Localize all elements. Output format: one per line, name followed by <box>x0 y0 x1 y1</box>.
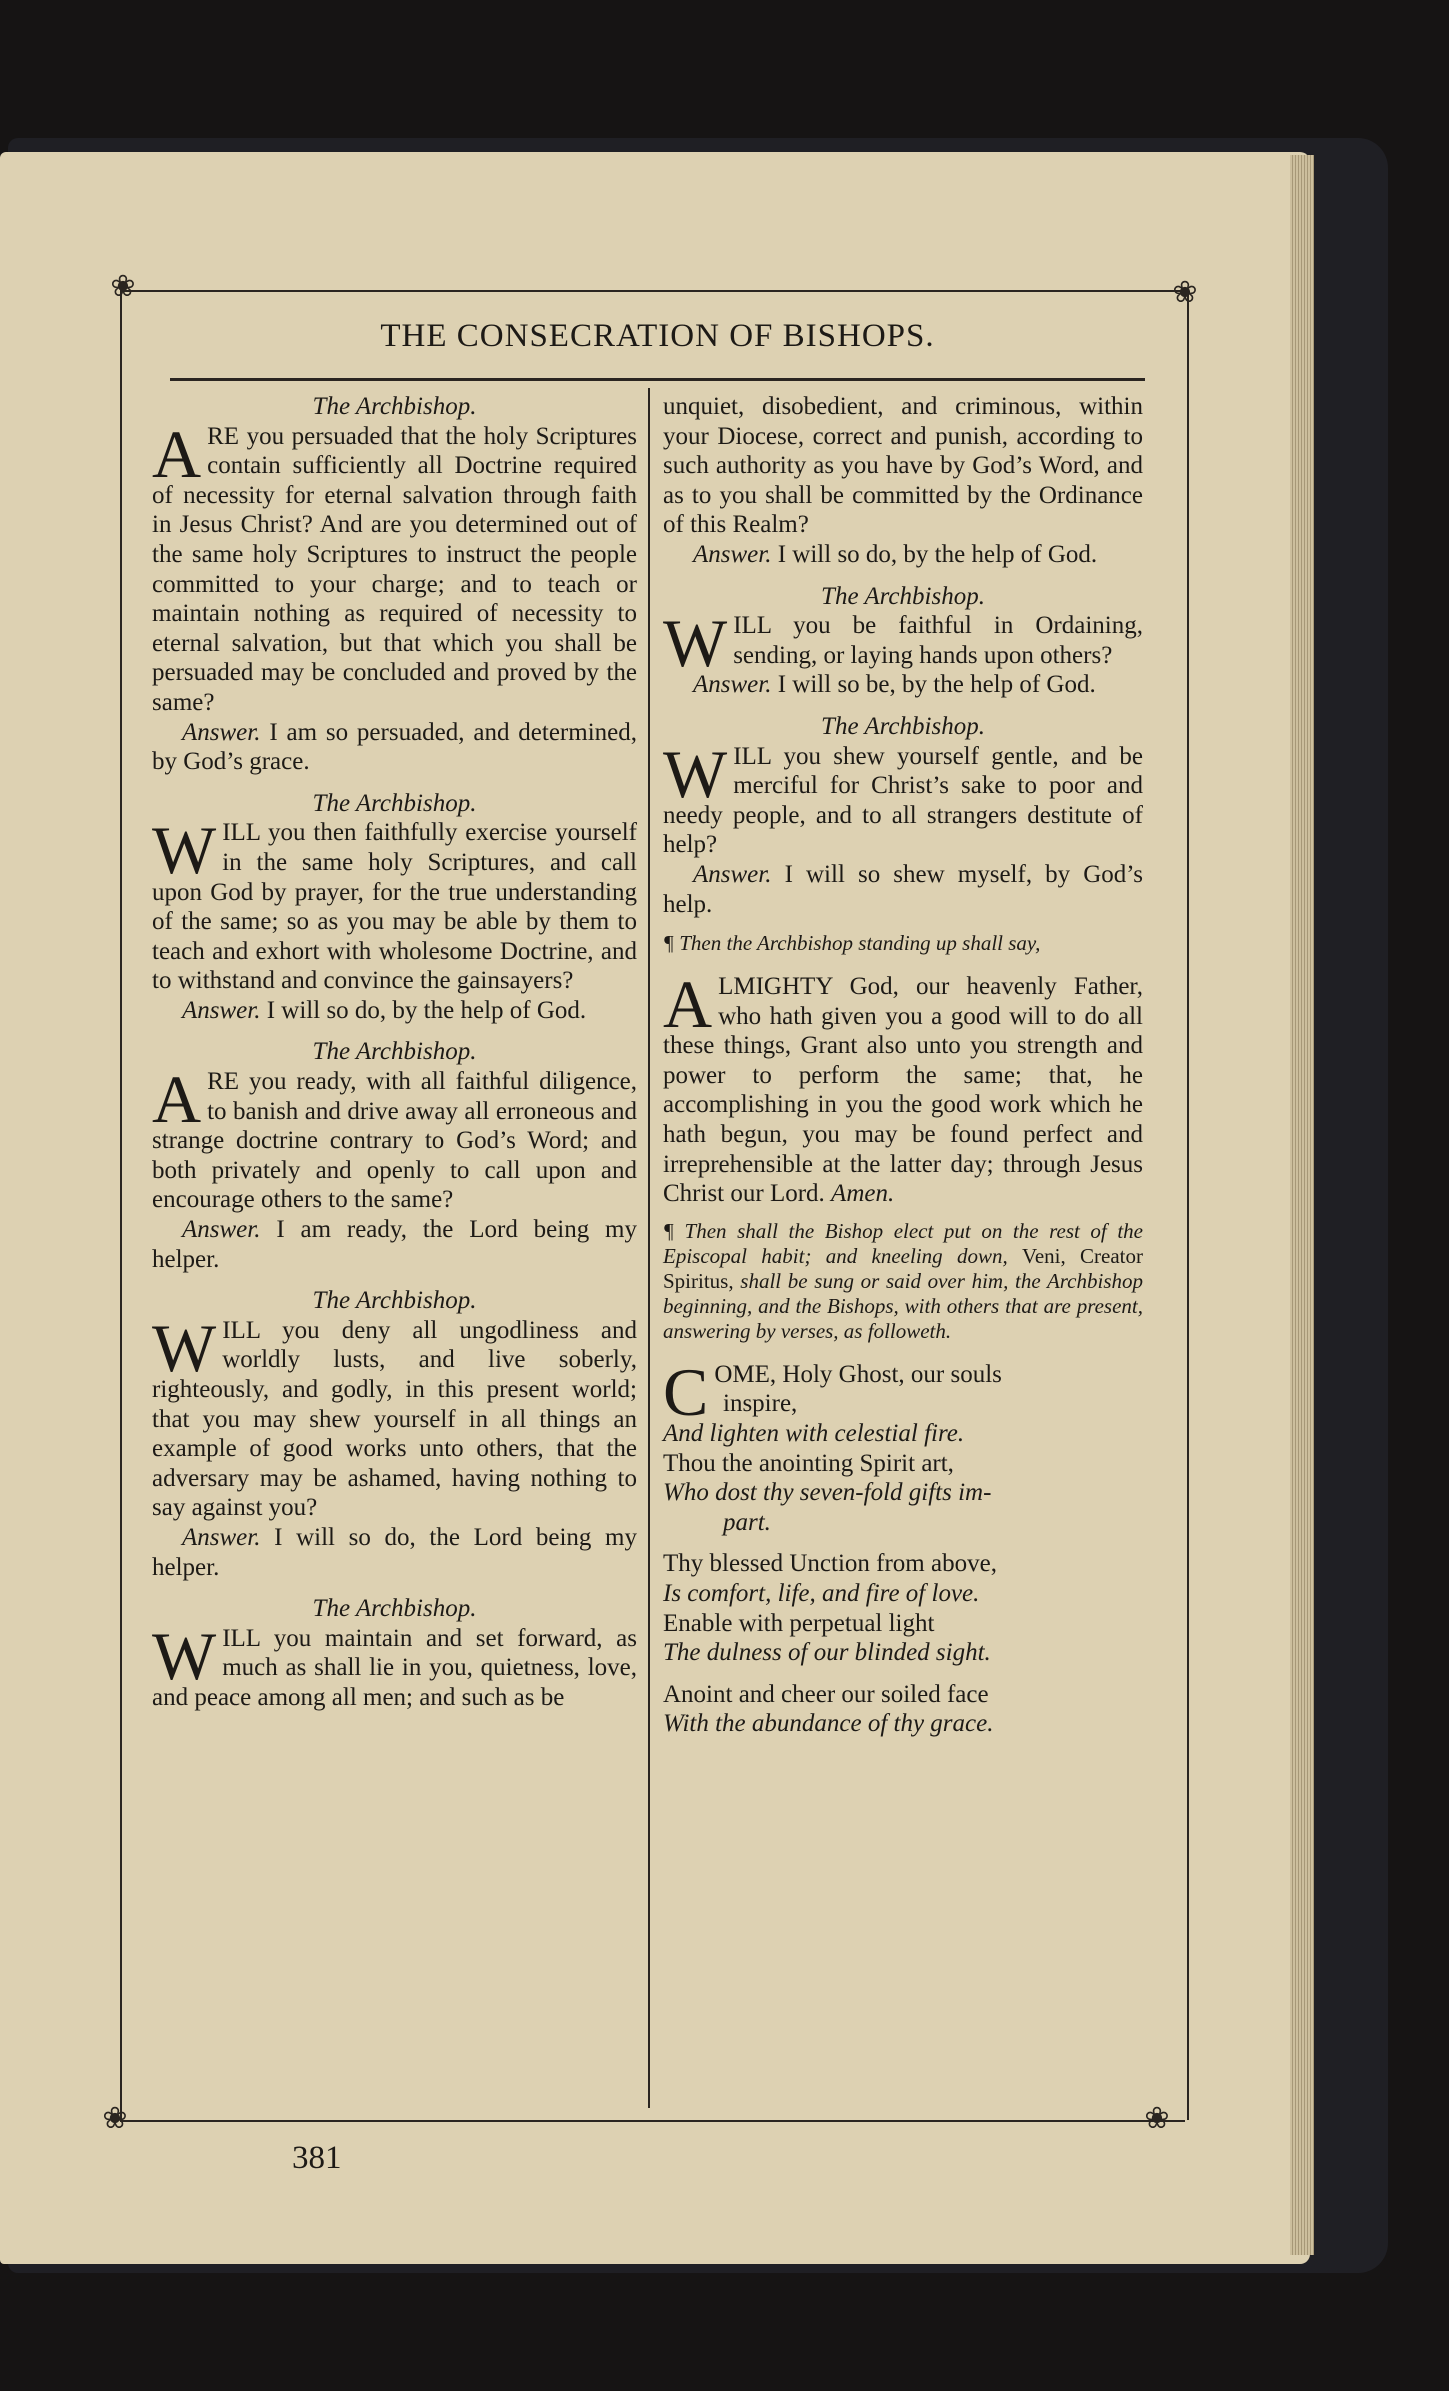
answer-paragraph <box>152 996 637 1026</box>
hymn-stanza <box>663 1680 1143 1739</box>
column-divider <box>648 388 650 2108</box>
hymn-line: Is comfort, life, and fire of love. <box>663 1580 980 1607</box>
drop-cap: A <box>663 966 713 1043</box>
answer-paragraph <box>152 718 637 777</box>
prayer-text: LMIGHTY God, our heavenly Father, who hath given you a good will to do all these things, Grant also unto you strength and power to perform the same; that, he accomplishing in you the good work which he hath begun, you may be found perfect and irreprehensible at the latter day; through Jesus Christ our Lord. <box>663 973 1143 1208</box>
corner-ornament-icon: ❀ <box>1172 276 1198 309</box>
question-paragraph <box>663 605 1143 682</box>
rubric <box>663 1219 1143 1344</box>
corner-ornament-icon: ❀ <box>1144 2102 1170 2135</box>
answer-text: I will so do, by the help of God. <box>260 996 587 1024</box>
question-text: ILL you maintain and set forward, as much as shall lie in you, quietness, love, and peace among all men; and such as be <box>152 1624 637 1711</box>
answer-label: Answer. <box>693 860 772 888</box>
answer-text: I will so shew myself, by God’s help. <box>663 860 1143 918</box>
amen: Amen. <box>831 1180 895 1208</box>
question-text: ILL you then faithfully exercise yourself in the same holy Scriptures, and call upon God by prayer, for the true understanding of the same; so as you may be able by them to teach and exhort with wholesome Doctrine, and to withstand and convince the gainsayers? <box>152 819 637 995</box>
hymn-line: part. <box>723 1508 771 1536</box>
question-text: ILL you shew yourself gentle, and be merciful for Christ’s sake to poor and needy people, and to all strangers destitute of help? <box>663 742 1143 859</box>
question-paragraph <box>663 735 1143 860</box>
question-paragraph <box>152 812 637 996</box>
drop-cap: A <box>152 415 202 492</box>
hymn-line: And lighten with celestial fire. <box>663 1420 965 1448</box>
prayer-paragraph <box>663 966 1143 1209</box>
answer-label: Answer. <box>182 1523 261 1551</box>
question-paragraph <box>152 1061 637 1215</box>
answer-paragraph <box>152 1215 637 1274</box>
frame-top-rule <box>120 290 1185 292</box>
hymn-line: Thou the anointing Spirit art, <box>663 1449 954 1477</box>
hymn-line: Anoint and cheer our soiled face <box>663 1680 989 1708</box>
answer-paragraph <box>152 1523 637 1582</box>
hymn-line: With the abundance of thy grace. <box>663 1710 994 1738</box>
answer-label: Answer. <box>693 540 772 568</box>
drop-cap: W <box>663 605 728 682</box>
answer-label: Answer. <box>693 671 772 699</box>
question-text: ILL you deny all ungodliness and worldly lusts, and live soberly, righteously, and godly, in this present world; that you may shew yourself in all things an example of good works unto others, that the adversary may be ashamed, having nothing to say against you? <box>152 1316 637 1522</box>
answer-text: I will so be, by the help of God. <box>771 671 1096 699</box>
hymn-line: The dulness of our blinded sight. <box>663 1639 991 1667</box>
answer-text: I will so do, the Lord being my helper. <box>152 1523 637 1581</box>
question-text: RE you persuaded that the holy Scriptures contain sufficiently all Doctrine required of necessity for eternal salvation through faith in Jesus Christ? And are you determined out of the same holy Scriptures to instruct the people committed to your charge; and to teach or maintain nothing as required of necessity to eternal salvation, but that which you shall be persuaded may be concluded and proved by the same? <box>152 422 637 716</box>
speaker-label: The Archbishop. <box>312 789 477 817</box>
speaker-label: The Archbishop. <box>312 393 477 420</box>
question-paragraph <box>152 415 637 718</box>
question-paragraph <box>152 1309 637 1523</box>
answer-label: Answer. <box>182 718 261 746</box>
hymn-line: Who dost thy seven-fold gifts im- <box>663 1479 992 1507</box>
drop-cap: W <box>152 1617 217 1694</box>
corner-ornament-icon: ❀ <box>102 2102 128 2135</box>
speaker-label: The Archbishop. <box>312 1038 477 1066</box>
hymn-line: Enable with perpetual light <box>663 1609 935 1637</box>
answer-text: I am ready, the Lord being my helper. <box>152 1216 637 1273</box>
hymn-stanza <box>663 1549 1143 1667</box>
answer-paragraph <box>663 540 1143 570</box>
drop-cap: W <box>152 1309 217 1386</box>
hymn-line: Thy blessed Unction from above, <box>663 1550 997 1578</box>
hymn-title: Veni, Creator Spiritus, <box>663 1243 1144 1293</box>
drop-cap: W <box>663 735 728 812</box>
rubric-text: ¶ Then shall the Bishop elect put on the rest of the Episcopal habit; and kneeling down, <box>663 1218 1143 1268</box>
rubric-text: shall be sung or said over him, the Archbishop beginning, and the Bishops, with others that are present, answering by verses, as followeth. <box>663 1268 1143 1343</box>
header-rule <box>170 378 1145 381</box>
hymn-line: inspire, <box>723 1390 798 1418</box>
left-column <box>152 392 637 1713</box>
speaker-label: The Archbishop. <box>312 1287 477 1315</box>
corner-ornament-icon: ❀ <box>110 270 136 303</box>
frame-bottom-rule <box>120 2120 1185 2122</box>
question-text: RE you ready, with all faithful diligence, to banish and drive away all erroneous and strange doctrine contrary to God’s Word; and both privately and openly to call upon and encourage others to the same? <box>152 1068 637 1214</box>
rubric: ¶ Then the Archbishop standing up shall say, <box>663 931 1041 956</box>
answer-paragraph <box>663 860 1143 919</box>
speaker-label: The Archbishop. <box>312 1595 477 1623</box>
answer-label: Answer. <box>182 1216 261 1244</box>
page-number: 381 <box>292 2140 342 2176</box>
question-text: ILL you be faithful in Ordaining, sending, or laying hands upon others? <box>733 612 1143 669</box>
answer-label: Answer. <box>182 996 261 1024</box>
drop-cap: A <box>152 1061 202 1138</box>
drop-cap: C <box>663 1353 709 1430</box>
right-column <box>663 392 1143 1739</box>
speaker-label: The Archbishop. <box>821 712 985 740</box>
speaker-label: The Archbishop. <box>821 582 985 610</box>
answer-text: I am so persuaded, and determined, by God’s grace. <box>152 718 637 776</box>
answer-text: I will so do, by the help of God. <box>771 540 1098 568</box>
answer-paragraph <box>663 670 1143 700</box>
hymn-line: OME, Holy Ghost, our souls <box>714 1360 1002 1388</box>
page-edges <box>1290 155 1314 2255</box>
running-header: THE CONSECRATION OF BISHOPS. <box>380 318 935 354</box>
drop-cap: W <box>152 812 217 889</box>
question-continuation: unquiet, disobedient, and criminous, within your Diocese, correct and punish, according to such authority as you have by God’s Word, and as to you shall be committed by the Ordinance of this Realm? <box>663 393 1143 539</box>
hymn-stanza <box>663 1353 1143 1538</box>
question-paragraph <box>152 1617 637 1713</box>
